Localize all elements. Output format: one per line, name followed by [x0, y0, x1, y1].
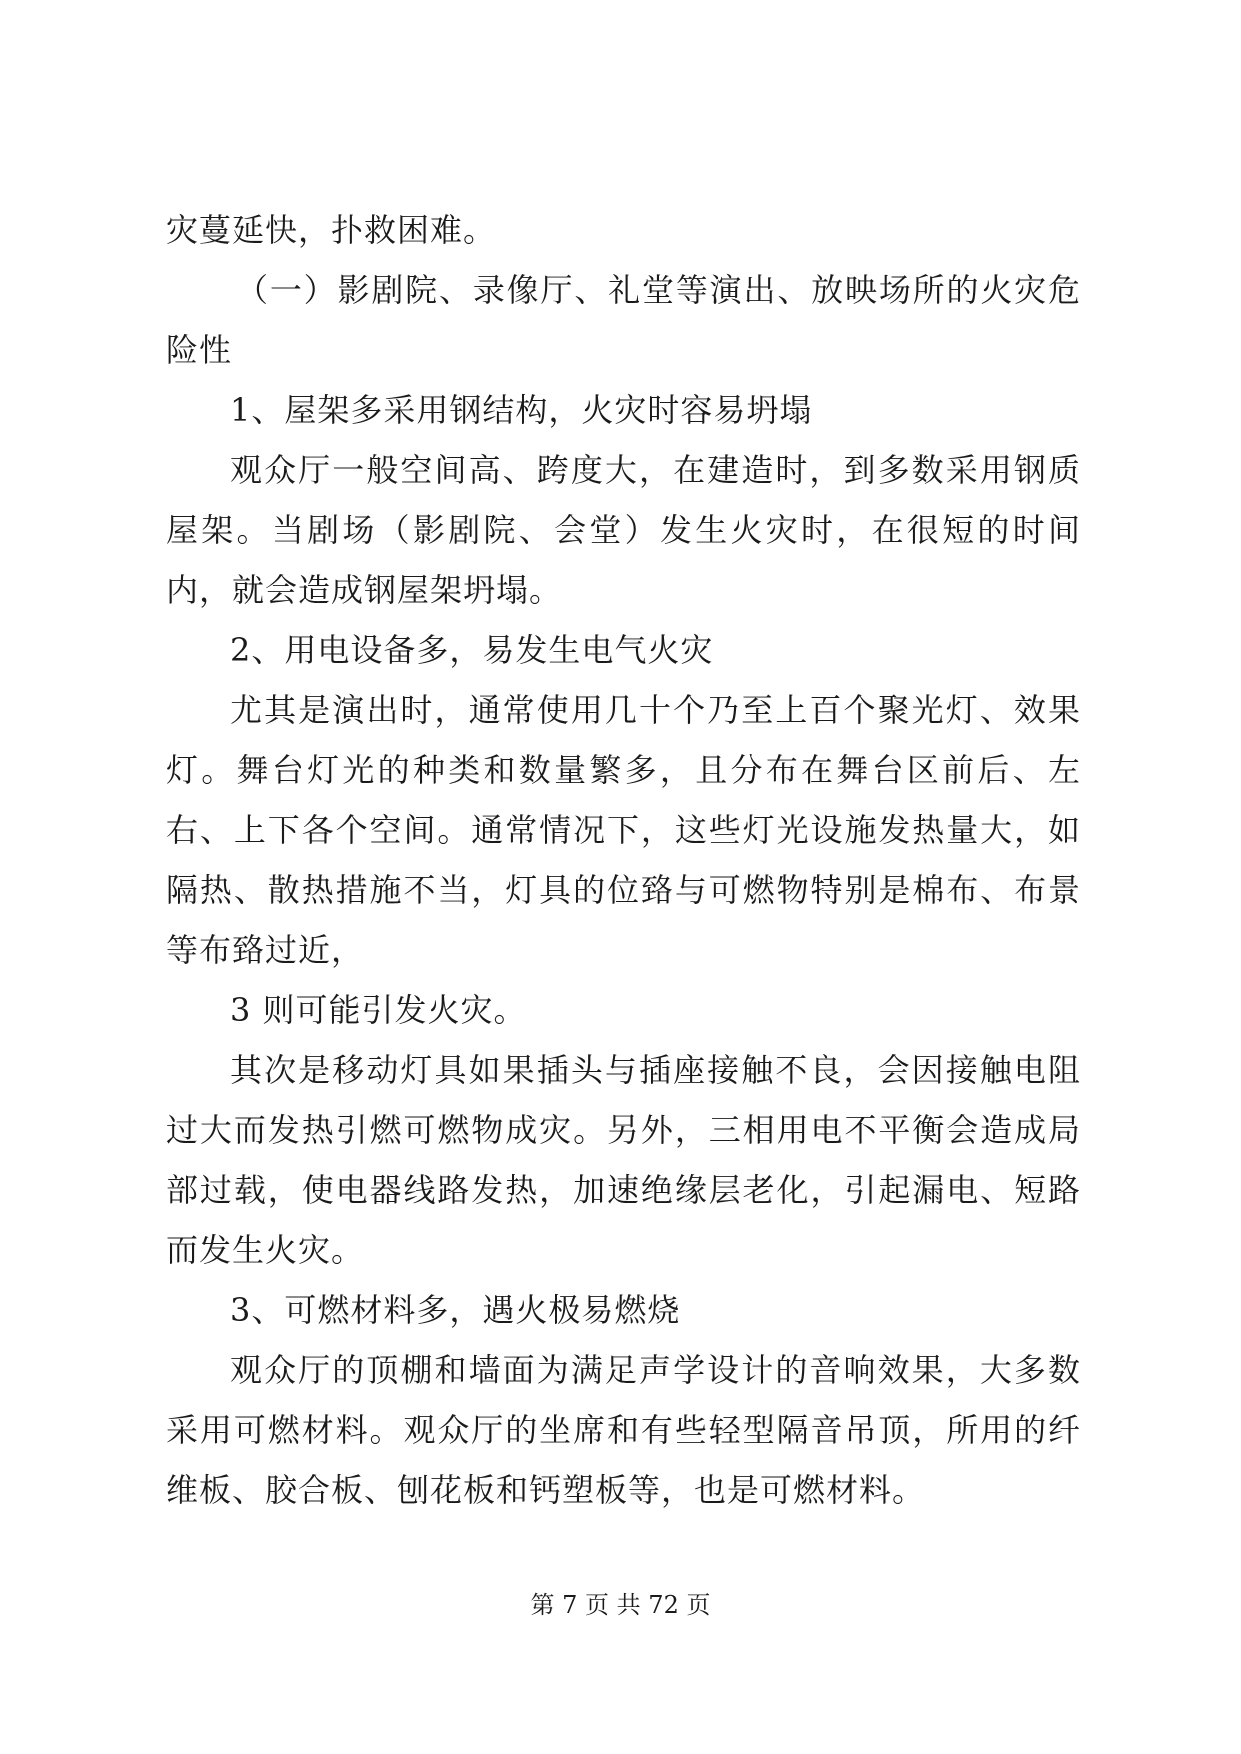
page-footer: 第 7 页 共 72 页: [530, 1591, 711, 1619]
document-body: [166, 200, 1081, 1520]
paragraph-fire-risk: 3 则可能引发火灾。: [230, 991, 527, 1029]
paragraph-steel-roof: 观众厅一般空间高、跨度大，在建造时，到多数采用钢质屋架。当剧场（影剧院、会堂）发生火灾时，在很短的时间内，就会造成钢屋架坍塌。: [166, 451, 1081, 609]
paragraph-continuation: 灾蔓延快，扑救困难。: [166, 211, 497, 249]
paragraph-mobile-lamps: 其次是移动灯具如果插头与插座接触不良，会因接触电阻过大而发热引燃可燃物成灾。另外，三相用电不平衡会造成局部过载，使电器线路发热，加速绝缘层老化，引起漏电、短路而发生火灾。: [166, 1051, 1081, 1269]
subheading-3: 3、可燃材料多，遇火极易燃烧: [230, 1291, 681, 1329]
paragraph-stage-lighting: 尤其是演出时，通常使用几十个乃至上百个聚光灯、效果灯。舞台灯光的种类和数量繁多，且分布在舞台区前后、左右、上下各个空间。通常情况下，这些灯光设施发热量大，如隔热、散热措施不当，灯具的位臵与可燃物特别是棉布、布景等布臵过近，: [166, 691, 1081, 969]
section-heading: （一）影剧院、录像厅、礼堂等演出、放映场所的火灾危险性: [166, 271, 1081, 369]
subheading-1: 1、屋架多采用钢结构，火灾时容易坍塌: [230, 391, 813, 429]
subheading-2: 2、用电设备多，易发生电气火灾: [230, 631, 714, 669]
paragraph-combustible-materials: 观众厅的顶棚和墙面为满足声学设计的音响效果，大多数采用可燃材料。观众厅的坐席和有些轻型隔音吊顶，所用的纤维板、胶合板、刨花板和钙塑板等，也是可燃材料。: [166, 1351, 1081, 1509]
